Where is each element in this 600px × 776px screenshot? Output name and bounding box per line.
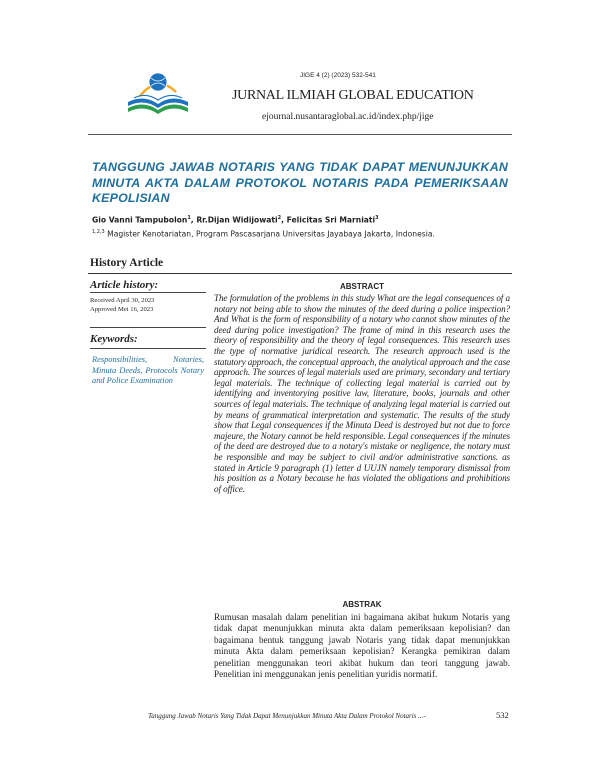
keywords-divider	[90, 348, 206, 349]
running-footer: Tanggung Jawab Notaris Yang Tidak Dapat Menunjukkan Minuta Akta Dalam Protokol Notaris ...-	[148, 712, 426, 720]
header-divider	[88, 134, 512, 135]
journal-logo	[120, 60, 220, 120]
approved-date: Approved Mei 16, 2023	[90, 306, 154, 313]
article-history-heading: Article history:	[90, 279, 159, 291]
journal-name: JURNAL ILMIAH GLOBAL EDUCATION	[232, 88, 474, 103]
history-divider	[90, 292, 206, 293]
keywords-top-divider	[90, 327, 206, 328]
page-number: 532	[496, 710, 509, 720]
abstrak-text: Rumusan masalah dalam penelitian ini bagaimana akibat hukum Notaris yang tidak dapat menunjukkan minuta akta dalam pemeriksaan kepolisian? dan bagaimana bentuk tanggung jawab Notaris yang tidak dapat menunjukkan minuta Akta dalam pemeriksaan kepolisian? Kerangka pemikiran dalam penelitian menggunakan teori akibat hukum dan teori tanggung jawab. Penelitian ini menggunakan jenis penelitian yuridis normatif.	[214, 612, 510, 680]
article-title: TANGGUNG JAWAB NOTARIS YANG TIDAK DAPAT MENUNJUKKAN MINUTA AKTA DALAM PROTOKOL NOTARIS PADA PEMERIKSAAN KEPOLISIAN	[92, 160, 508, 205]
abstract-text: The formulation of the problems in this study What are the legal consequences of a notary not being able to show the minutes of the deed during a police inspection? And What is the form of responsibility of a notary who cannot show minutes of the deed during police investigation? The frame of mind in this research uses the theory of responsibility and the theory of legal consequences. This research uses the type of normative juridical research. The research approach used is the statutory approach, the conceptual approach, the analytical approach and the case approach. The sources of legal materials used are primary, secondary and tertiary legal materials. The technique of collecting legal material is carried out by identifying and inventorying positive law, literature, books, journals and other sources of legal materials. The technique of analyzing legal material is carried out by means of grammatical interpretation and systematic. The results of the study show that Legal consequences if the Minuta Deed is destroyed but not due to force majeure, the Notary cannot be held responsible. Legal consequences if the minutes of the deed are destroyed due to a notary's mistake or negligence, the notary must be responsible and may be subject to civil and/or administrative sanctions. as stated in Article 9 paragraph (1) letter d UUJN namely temporary dismissal from his position as a Notary because he has violated the obligations and prohibitions of office.	[214, 293, 510, 494]
abstract-heading: ABSTRACT	[340, 282, 384, 291]
author-name: Felicitas Sri Marniati	[286, 215, 376, 225]
keywords-text: Responsibilities, Notaries, Minuta Deeds, Protocols Notary and Police Examination	[92, 355, 204, 385]
section-divider	[88, 273, 512, 274]
author-name: Gio Vanni Tampubolon	[92, 215, 188, 225]
abstrak-heading: ABSTRAK	[342, 600, 382, 609]
author-list: Gio Vanni Tampubolon$^1$, Rr.Dijan Widijowati$^2$, Felicitas Sri Marniati$^3$	[92, 215, 379, 225]
affiliation: $^{1,2,3}$ Magister Kenotariatan, Program Pascasarjana Universitas Jayabaya Jakarta, Indonesia.	[92, 229, 435, 239]
journal-url[interactable]: ejournal.nusantaraglobal.ac.id/index.php/jige	[262, 112, 434, 122]
history-section-title: History Article	[90, 257, 164, 269]
author-name: Rr.Dijan Widijowati	[196, 215, 278, 225]
journal-volume-meta: JIGE 4 (2) (2023) 532-541	[300, 72, 376, 79]
keywords-heading: Keywords:	[90, 333, 138, 345]
received-date: Received April 30, 2023	[90, 297, 155, 304]
